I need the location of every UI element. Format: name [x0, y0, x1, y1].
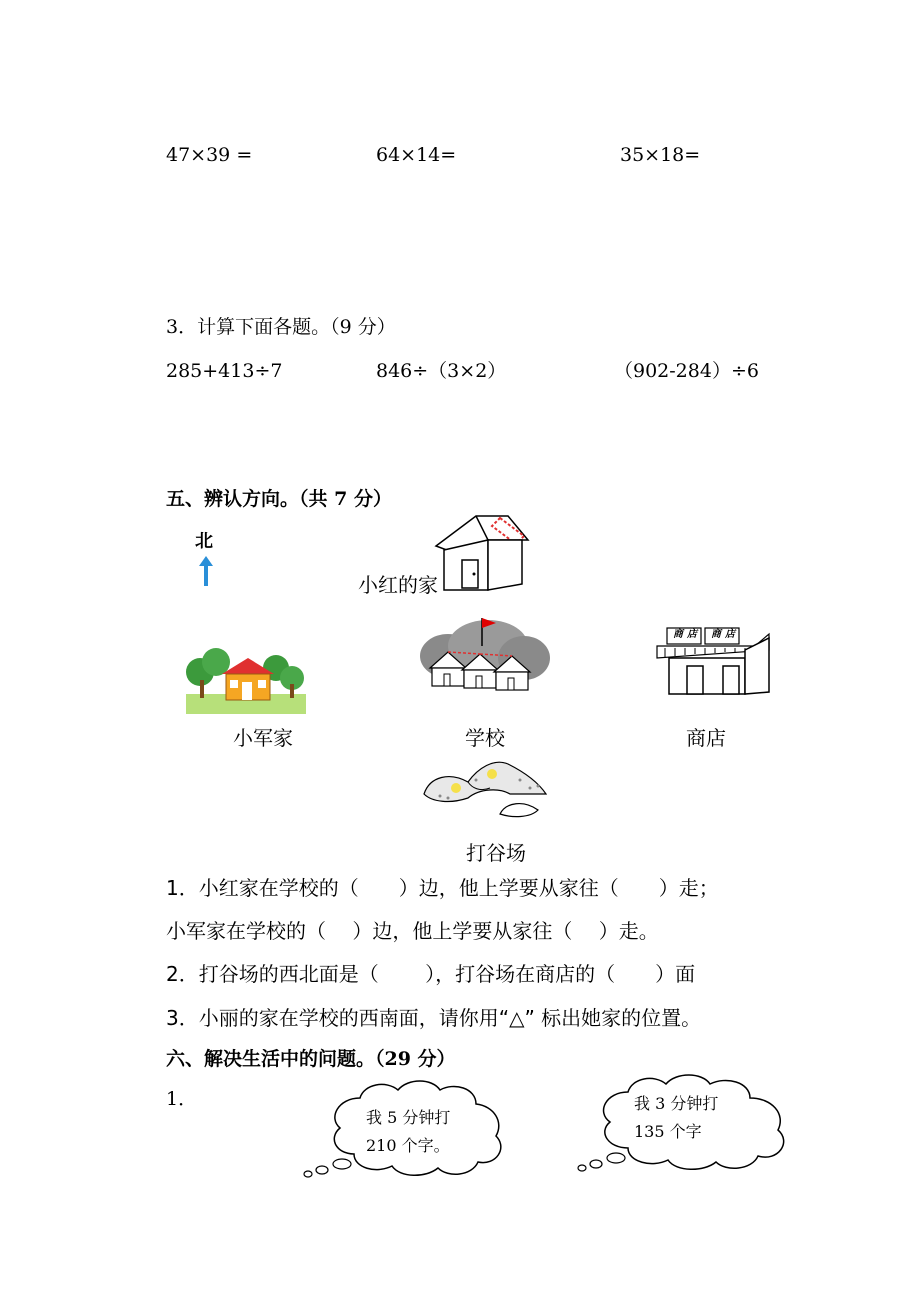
shop-sign-2: 店	[687, 629, 697, 640]
xiaojun-house-icon	[186, 644, 306, 714]
threshing-field-label: 打谷场	[466, 841, 526, 865]
mult-problem-1: 47×39 =	[166, 144, 253, 166]
direction-question-3: 3．小丽的家在学校的西南面，请你用“△” 标出她家的位置。	[166, 1006, 702, 1030]
mult-problem-3: 35×18=	[620, 144, 701, 166]
school-label: 学校	[465, 726, 505, 750]
north-arrow-icon	[199, 556, 213, 586]
north-label: 北	[195, 531, 213, 552]
calc-problem-2: 846÷（3×2）	[376, 360, 507, 382]
section6-title: 六、解决生活中的问题。（29 分）	[166, 1048, 456, 1070]
school-icon	[418, 616, 552, 696]
xiaohong-house-label: 小红的家	[358, 573, 438, 597]
threshing-field-icon	[420, 758, 550, 820]
section5-title: 五、辨认方向。（共 7 分）	[166, 488, 392, 510]
calc-problem-1: 285+413÷7	[166, 360, 283, 382]
xiaohong-house-icon	[432, 512, 532, 592]
shop-sign-3: 商	[711, 629, 721, 640]
calc-problem-3: （902-284）÷6	[614, 360, 759, 382]
mult-problem-2: 64×14=	[376, 144, 457, 166]
section3-title: 3．计算下面各题。（9 分）	[166, 316, 396, 338]
bubble-2-line-2: 135 个字	[634, 1122, 702, 1141]
section6-item-1: 1．	[166, 1088, 198, 1110]
bubble-2-line-1: 我 3 分钟打	[634, 1094, 719, 1113]
direction-question-1: 1．小红家在学校的（ ）边，他上学要从家往（ ）走；	[166, 876, 719, 900]
shop-sign-1: 商	[673, 629, 683, 640]
direction-question-2: 2．打谷场的西北面是（ ），打谷场在商店的（ ）面	[166, 962, 696, 986]
bubble-1-line-1: 我 5 分钟打	[366, 1108, 451, 1127]
shop-label: 商店	[686, 726, 726, 750]
bubble-1-line-2: 210 个字。	[366, 1136, 450, 1155]
xiaojun-house-label: 小军家	[233, 726, 293, 750]
direction-question-1b: 小军家在学校的（ ）边，他上学要从家往（ ）走。	[166, 919, 659, 943]
shop-sign-4: 店	[725, 629, 735, 640]
